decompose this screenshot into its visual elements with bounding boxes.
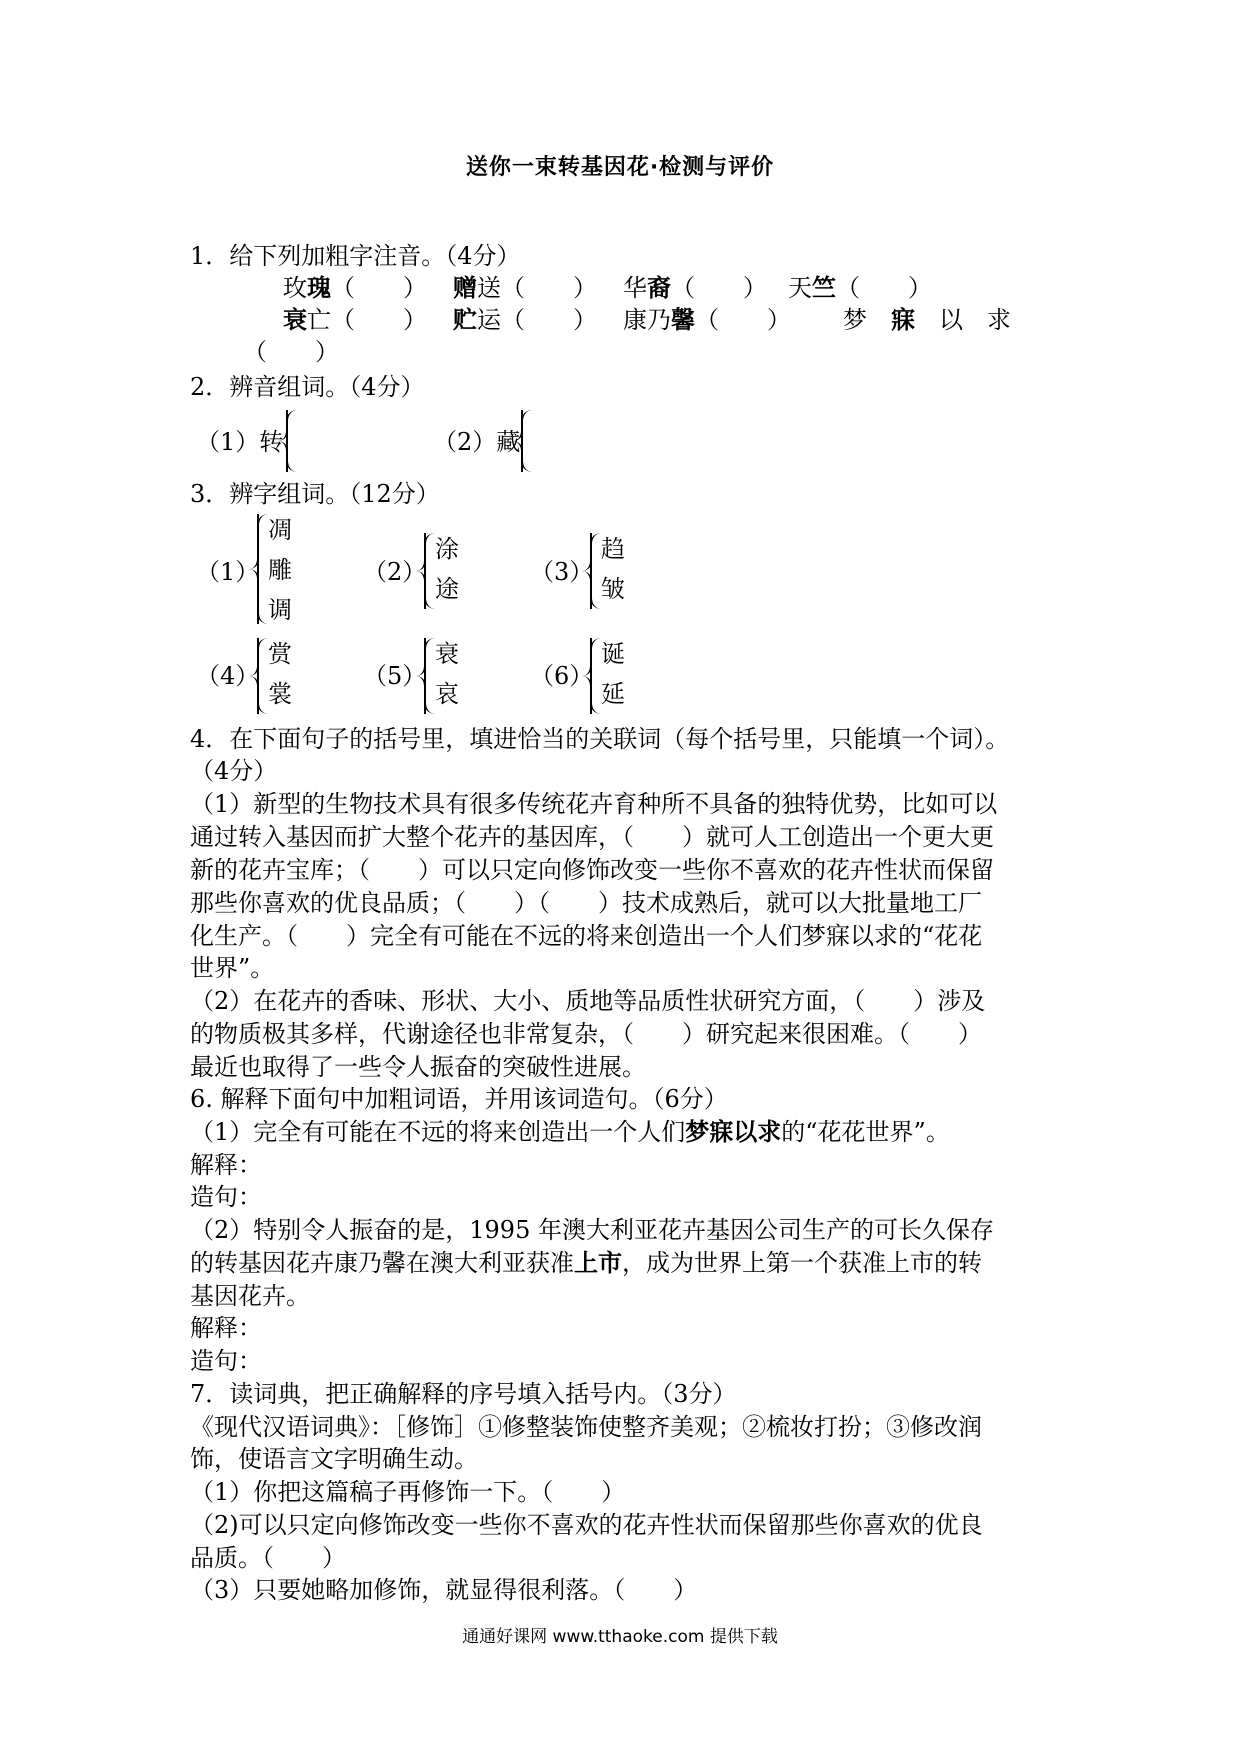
q3-brace (590, 533, 601, 609)
q3-char: 衰 (435, 640, 459, 668)
q1-row3: （ ） (243, 338, 339, 366)
q1-item: 衰亡（ ） (283, 305, 427, 334)
q2-item-1: （1）转 (196, 428, 284, 456)
page-title: 送你一束转基因花·检测与评价 (465, 155, 775, 180)
q6-sentence-2: （2）特别令人振奋的是，1995 年澳大利亚花卉基因公司生产的可长久保存 (190, 1216, 994, 1244)
q3-char: 趋 (601, 535, 625, 563)
q3-char: 诞 (601, 640, 625, 668)
q2-brace (286, 410, 297, 472)
q4-line: （2）在花卉的香味、形状、大小、质地等品质性状研究方面，（ ）涉及 (190, 987, 986, 1015)
q6-sentence-1: （1）完全有可能在不远的将来创造出一个人们梦寐以求的“花花世界”。 (190, 1117, 950, 1146)
explain-label: 解释： (190, 1151, 262, 1179)
q6-heading: 6. 解释下面句中加粗词语，并用该词造句。（6分） (190, 1085, 728, 1113)
q1-item: 梦 寐 以 求 (843, 305, 1011, 334)
q1-item: 华裔（ ） (623, 273, 767, 302)
q2-item-2: （2）藏 (433, 428, 521, 456)
q3-label-1: （1） (196, 558, 260, 586)
q2-brace (521, 410, 532, 472)
q4-line: （1）新型的生物技术具有很多传统花卉育种所不具备的独特优势，比如可以 (190, 790, 998, 818)
q3-label-5: （5） (363, 662, 427, 690)
q4-line: 新的花卉宝库；（ ）可以只定向修饰改变一些你不喜欢的花卉性状而保留 (190, 856, 994, 884)
q1-item: 贮运（ ） (453, 305, 597, 334)
q4-line: 化生产。（ ）完全有可能在不远的将来创造出一个人们梦寐以求的“花花 (190, 922, 983, 950)
q2-heading: 2．辨音组词。（4分） (190, 373, 425, 401)
q3-label-6: （6） (530, 662, 594, 690)
q3-char: 凋 (268, 516, 292, 544)
q3-char: 哀 (435, 680, 459, 708)
q1-row2 (283, 304, 1011, 336)
bold-term: 上市 (574, 1248, 622, 1277)
q4-line: 最近也取得了一些令人振奋的突破性进展。 (190, 1053, 646, 1081)
q1-item: 赠送（ ） (453, 273, 597, 302)
q4-line: 通过转入基因而扩大整个花卉的基因库，（ ）就可人工创造出一个更大更 (190, 823, 994, 851)
q4-line: 世界”。 (190, 954, 275, 982)
explain-label: 解释： (190, 1314, 262, 1342)
q4-line: 那些你喜欢的优良品质；（ ）（ ）技术成熟后，就可以大批量地工厂 (190, 889, 982, 917)
q3-brace (590, 638, 601, 714)
q3-char: 裳 (268, 680, 292, 708)
q7-line: 《现代汉语词典》：［修饰］①修整装饰使整齐美观；②梳妆打扮；③修改润 (190, 1413, 982, 1441)
q3-brace (257, 514, 268, 624)
q3-char: 皱 (601, 575, 625, 603)
bold-term: 梦寐以求 (685, 1117, 782, 1146)
q7-line: （2)可以只定向修饰改变一些你不喜欢的花卉性状而保留那些你喜欢的优良 (190, 1511, 983, 1539)
q7-line: （1）你把这篇稿子再修饰一下。（ ） (190, 1478, 626, 1506)
q4-line: 4．在下面句子的括号里，填进恰当的关联词（每个括号里，只能填一个词）。 (190, 725, 1010, 753)
q3-label-3: （3） (530, 558, 594, 586)
make-sentence-label: 造句： (190, 1183, 262, 1211)
q7-line: （3）只要她略加修饰，就显得很利落。（ ） (190, 1576, 698, 1604)
q3-heading: 3．辨字组词。（12分） (190, 480, 440, 508)
q7-line: 品质。（ ） (190, 1544, 346, 1572)
q3-char: 延 (601, 680, 625, 708)
q1-item: 康乃馨（ ） (623, 305, 791, 334)
q3-brace (424, 533, 435, 609)
q6-sentence-2-cont: 基因花卉。 (190, 1282, 310, 1310)
q4-line: 的物质极其多样，代谢途径也非常复杂，（ ）研究起来很困难。（ ） (190, 1020, 982, 1048)
q3-char: 途 (435, 575, 459, 603)
q3-char: 调 (268, 596, 292, 624)
q3-char: 涂 (435, 535, 459, 563)
q3-char: 雕 (268, 556, 292, 584)
q3-char: 赏 (268, 640, 292, 668)
q1-row1 (283, 272, 932, 304)
make-sentence-label: 造句： (190, 1347, 262, 1375)
q7-line: 7．读词典，把正确解释的序号填入括号内。（3分） (190, 1380, 737, 1408)
q1-heading: 1．给下列加粗字注音。（4分） (190, 242, 521, 270)
q4-line: （4分） (190, 757, 278, 785)
q3-label-2: （2） (363, 558, 427, 586)
q3-label-4: （4） (196, 662, 260, 690)
q6-sentence-2-cont: 的转基因花卉康乃馨在澳大利亚获准上市，成为世界上第一个获准上市的转 (190, 1248, 982, 1277)
q1-item: 天竺（ ） (788, 273, 932, 302)
q3-brace (424, 638, 435, 714)
q1-item: 玫瑰（ ） (283, 273, 427, 302)
q7-line: 饰，使语言文字明确生动。 (190, 1445, 478, 1473)
q3-brace (257, 638, 268, 714)
page-footer: 通通好课网 www.tthaoke.com 提供下载 (462, 1627, 778, 1647)
